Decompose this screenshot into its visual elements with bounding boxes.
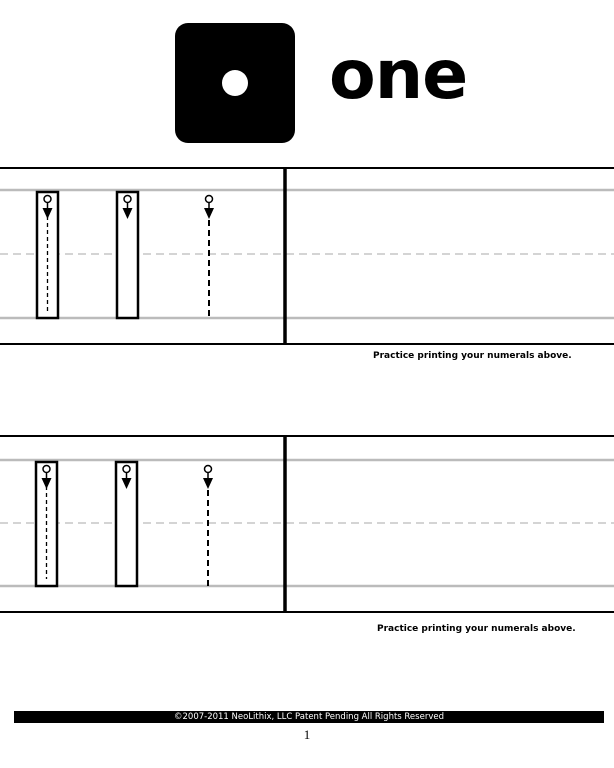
numeral-model-outlined-dashed	[37, 192, 58, 318]
number-word: one	[329, 36, 468, 115]
die-pip	[222, 70, 248, 96]
page-number: 1	[303, 727, 311, 742]
numeral-trace-dashed	[204, 196, 214, 319]
practice-row-2	[0, 434, 614, 614]
numeral-model-outlined	[116, 462, 137, 586]
die-face-one-icon	[175, 23, 295, 143]
practice-row-1	[0, 166, 614, 346]
practice-caption-2: Practice printing your numerals above.	[377, 624, 576, 634]
numeral-trace-dashed	[203, 466, 213, 587]
numeral-model-outlined-dashed	[36, 462, 57, 586]
numeral-model-outlined	[117, 192, 138, 318]
practice-caption-1: Practice printing your numerals above.	[373, 351, 572, 361]
copyright-bar: ©2007-2011 NeoLithix, LLC Patent Pending All Rights Reserved	[14, 711, 604, 723]
